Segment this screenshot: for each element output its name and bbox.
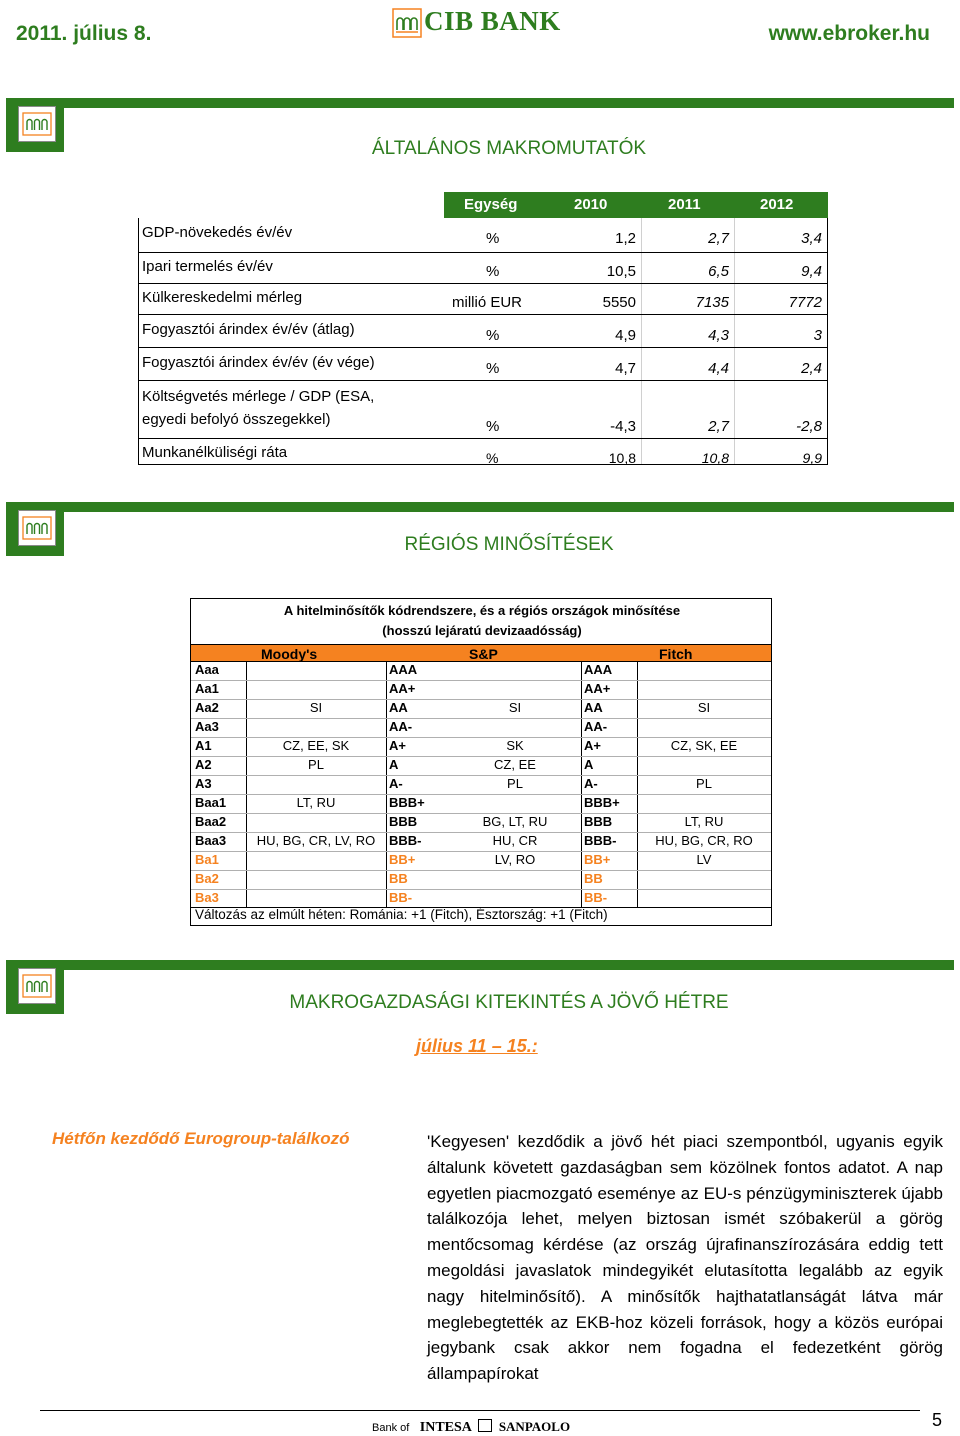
macro-section-title: ÁLTALÁNOS MAKROMUTATÓK	[371, 138, 647, 159]
rated-countries: LV	[696, 852, 712, 867]
value-2010: 4,7	[615, 360, 636, 377]
value-2012: 7772	[788, 294, 822, 311]
value-2011: 2,7	[708, 418, 729, 435]
value-2012: 9,4	[801, 263, 822, 280]
rated-countries: CZ, EE	[494, 757, 536, 772]
outlook-section-title: MAKROGAZDASÁGI KITEKINTÉS A JÖVŐ HÉTRE	[289, 992, 729, 1013]
row-divider	[191, 851, 771, 852]
rated-countries	[449, 680, 581, 698]
cib-logo-icon	[392, 8, 422, 38]
macro-table	[138, 192, 828, 472]
header-2011: 2011	[668, 196, 701, 213]
row-divider	[191, 680, 771, 681]
rating-grade: Baa1	[195, 795, 227, 810]
rating-grade: Ba2	[195, 871, 219, 886]
row-unit: %	[486, 360, 500, 377]
rating-grade: BBB+	[389, 795, 425, 810]
rating-grade: A+	[584, 738, 601, 753]
row-divider	[191, 794, 771, 795]
rating-grade: AA-	[584, 719, 608, 734]
outlook-body-text: 'Kegyesen' kezdődik a jövő hét piaci szempontból, ugyanis egyik általunk követett gazdaságban sem közölnek fontos adatot. A nap egyetlen piacmozgató eseménye az EU-s pénzügyminiszterek újabb találkozója lehet, melyen biztosan ismét szóbakerül a görög mentőcsomag kérdése (az ország újrafinanszírozására eddig tett megoldási javaslatok mindegyikét elutasította legalább az egyik nagy hitelminősítő). A minősítők hajthatatlanságát látva már meglebegtették az EKB-hoz közeli források, hogy a közös európai jegybank csak akkor nem fogadna el fedezetként görög állampapírokat	[427, 1132, 943, 1384]
rating-grade: AA-	[389, 719, 413, 734]
value-2010: 5550	[602, 294, 636, 311]
row-divider	[191, 718, 771, 719]
row-divider	[191, 775, 771, 776]
rated-countries: LT, RU	[296, 795, 336, 810]
row-unit: %	[486, 418, 500, 435]
rating-grade: Aa3	[195, 719, 219, 734]
rating-grade: BB	[584, 871, 603, 886]
rating-grade: Ba1	[195, 852, 219, 867]
rating-grade: A+	[389, 738, 406, 753]
rated-countries	[247, 775, 385, 793]
bank-name: CIB BANK	[424, 6, 561, 36]
rating-grade: A	[389, 757, 399, 772]
rating-grade: A3	[195, 776, 212, 791]
rating-grade: AA+	[584, 681, 611, 696]
rating-grade: Baa3	[195, 833, 227, 848]
rating-grade: BB+	[389, 852, 416, 867]
footer-brand-sanpaolo: SANPAOLO	[498, 1419, 571, 1434]
ratings-section-bar	[6, 502, 954, 556]
ratings-table-subtitle: (hosszú lejáratú devizaadósság)	[382, 623, 582, 638]
sanpaolo-logo-icon	[478, 1419, 492, 1432]
rating-grade: AAA	[389, 662, 418, 677]
value-2010: -4,3	[610, 418, 636, 435]
outlook-section-bar	[6, 960, 954, 1014]
value-2011: 2,7	[708, 230, 729, 247]
section-logo-icon	[18, 968, 56, 1004]
value-2012: 9,9	[802, 450, 822, 466]
value-2012: 3	[813, 327, 822, 344]
row-label: Költségvetés mérlege / GDP (ESA,	[142, 388, 375, 405]
rating-grade: AA	[584, 700, 603, 715]
rated-countries: HU, BG, CR, LV, RO	[256, 833, 376, 848]
row-divider	[191, 889, 771, 890]
rated-countries	[638, 794, 770, 812]
rated-countries	[247, 661, 385, 679]
rating-grade: A1	[195, 738, 212, 753]
header-fitch: Fitch	[659, 646, 693, 662]
value-2012: 3,4	[801, 230, 822, 247]
rating-grade: Baa2	[195, 814, 227, 829]
table-border	[827, 218, 828, 464]
rated-countries: SK	[506, 738, 524, 753]
rating-grade: BB	[389, 871, 408, 886]
row-label: Fogyasztói árindex év/év (év vége)	[142, 354, 375, 371]
rating-grade: BBB	[584, 814, 613, 829]
row-label: Külkereskedelmi mérleg	[142, 289, 303, 306]
rating-grade: BBB-	[389, 833, 422, 848]
rating-grade: BBB-	[584, 833, 617, 848]
rated-countries: LV, RO	[494, 852, 536, 867]
macro-table-header	[444, 192, 828, 218]
row-divider	[191, 737, 771, 738]
rated-countries	[449, 661, 581, 679]
row-divider	[138, 314, 828, 315]
rated-countries	[247, 870, 385, 888]
rating-grade: BB-	[584, 890, 608, 905]
rating-grade: BBB+	[584, 795, 620, 810]
rated-countries: HU, CR	[492, 833, 538, 848]
rating-grade: BBB	[389, 814, 418, 829]
footer-rule	[40, 1410, 920, 1411]
header-moodys: Moody's	[261, 646, 318, 662]
rated-countries	[638, 889, 770, 907]
value-2010: 1,2	[615, 230, 636, 247]
rating-grade: BB+	[584, 852, 611, 867]
rated-countries: LT, RU	[684, 814, 724, 829]
row-divider	[191, 756, 771, 757]
rated-countries: SI	[697, 700, 711, 715]
rating-grade: AA	[389, 700, 408, 715]
ratings-table	[190, 598, 772, 926]
rating-grade: A-	[584, 776, 598, 791]
value-2011: 10,8	[701, 450, 729, 466]
ratings-table-title: A hitelminősítők kódrendszere, és a régiós országok minősítése	[283, 603, 681, 618]
rated-countries: CZ, SK, EE	[670, 738, 738, 753]
value-2011: 4,4	[708, 360, 729, 377]
rated-countries	[247, 851, 385, 869]
week-date-range: július 11 – 15.:	[416, 1036, 538, 1056]
macro-section-bar	[6, 98, 954, 159]
value-2012: 2,4	[801, 360, 822, 377]
row-divider	[138, 283, 828, 284]
rated-countries: CZ, EE, SK	[282, 738, 350, 753]
report-date: 2011. július 8.	[16, 22, 152, 45]
section-logo-icon	[18, 106, 56, 142]
footer-brand	[372, 1418, 570, 1434]
header-unit: Egység	[464, 196, 518, 213]
value-2011: 7135	[695, 294, 729, 311]
rated-countries: BG, LT, RU	[482, 814, 548, 829]
row-divider	[138, 438, 828, 439]
rated-countries	[247, 680, 385, 698]
footer-brand-intesa: INTESA	[419, 1420, 472, 1435]
value-2010: 10,8	[608, 450, 636, 466]
ratings-change-note: Változás az elmúlt héten: Románia: +1 (Fitch), Észtország: +1 (Fitch)	[195, 907, 608, 922]
row-divider	[191, 832, 771, 833]
rating-grade: A-	[389, 776, 403, 791]
event-title: Hétfőn kezdődő Eurogroup-találkozó	[52, 1129, 350, 1148]
row-divider	[191, 699, 771, 700]
value-2011: 6,5	[708, 263, 729, 280]
footer-brand-prefix: Bank of	[372, 1422, 410, 1434]
rated-countries	[247, 718, 385, 736]
value-2011: 4,3	[708, 327, 729, 344]
rated-countries	[638, 718, 770, 736]
row-divider	[138, 347, 828, 348]
row-divider	[191, 870, 771, 871]
row-unit: %	[486, 263, 500, 280]
rating-grade: BB-	[389, 890, 413, 905]
rated-countries	[247, 813, 385, 831]
section-logo-icon	[18, 510, 56, 546]
row-divider	[191, 813, 771, 814]
rated-countries: SI	[309, 700, 323, 715]
rated-countries: SI	[508, 700, 522, 715]
rating-grade: Aa2	[195, 700, 219, 715]
row-label: GDP-növekedés év/év	[142, 224, 293, 241]
rating-grade: Aa1	[195, 681, 219, 696]
rated-countries	[449, 870, 581, 888]
value-2012: -2,8	[796, 418, 822, 435]
header-2012: 2012	[760, 196, 794, 213]
rated-countries	[638, 661, 770, 679]
row-label: Ipari termelés év/év	[142, 258, 273, 275]
rated-countries	[247, 889, 385, 907]
rating-grade: Aaa	[195, 662, 219, 677]
rating-grade: Ba3	[195, 890, 219, 905]
row-label: Fogyasztói árindex év/év (átlag)	[142, 321, 355, 338]
ratings-agency-header	[191, 644, 771, 662]
rated-countries: PL	[507, 776, 523, 791]
row-label: Munkanélküliségi ráta	[142, 444, 288, 461]
rating-grade: AA+	[389, 681, 416, 696]
header-sp: S&P	[469, 646, 498, 662]
rating-grade: A2	[195, 757, 212, 772]
row-divider	[138, 380, 828, 381]
row-unit: millió EUR	[452, 294, 523, 311]
row-unit: %	[486, 327, 500, 344]
rated-countries: HU, BG, CR, RO	[655, 833, 753, 848]
ratings-section-title: RÉGIÓS MINŐSÍTÉSEK	[404, 534, 614, 555]
page-number: 5	[932, 1410, 943, 1430]
rated-countries	[449, 718, 581, 736]
rated-countries	[638, 870, 770, 888]
header-2010: 2010	[574, 196, 608, 213]
rated-countries	[449, 794, 581, 812]
row-unit: %	[486, 450, 499, 466]
rated-countries	[638, 756, 770, 774]
row-unit: %	[486, 230, 500, 247]
value-2010: 4,9	[615, 327, 636, 344]
table-border	[138, 218, 139, 464]
row-label-continued: egyedi befolyó összegekkel)	[142, 411, 331, 428]
website-link[interactable]: www.ebroker.hu	[768, 22, 930, 45]
rated-countries	[638, 680, 770, 698]
row-divider	[138, 252, 828, 253]
rated-countries: PL	[308, 757, 324, 772]
value-2010: 10,5	[606, 263, 636, 280]
rating-grade: A	[584, 757, 594, 772]
rated-countries: PL	[696, 776, 712, 791]
rating-grade: AAA	[584, 662, 613, 677]
rated-countries	[449, 889, 581, 907]
